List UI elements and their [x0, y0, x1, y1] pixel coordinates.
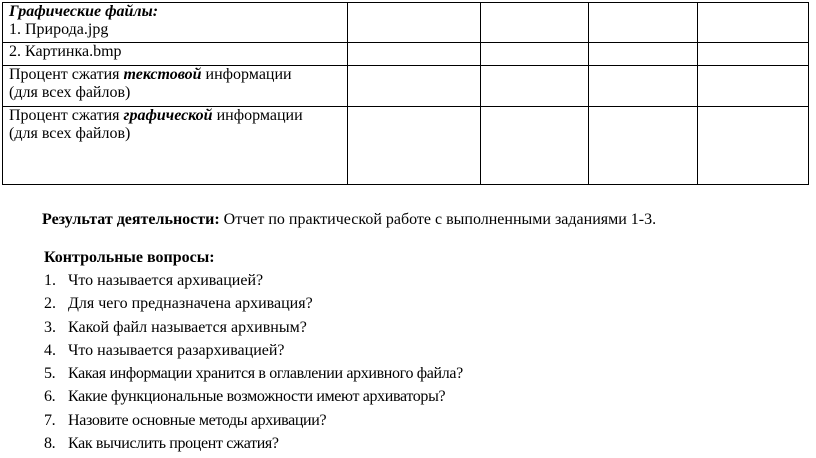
- graphic-compression-label: [9, 107, 347, 125]
- list-item: [44, 319, 463, 342]
- activity-result: [42, 211, 656, 229]
- table-row: [3, 66, 809, 106]
- table-cell-empty[interactable]: [481, 43, 589, 66]
- question-number: 8.: [44, 435, 56, 453]
- table-row: [3, 43, 809, 66]
- question-text: Как вычислить процент сжатия?: [68, 435, 279, 453]
- question-number: 3.: [44, 318, 56, 336]
- table-cell-empty[interactable]: [481, 66, 589, 106]
- table-cell-empty[interactable]: [348, 66, 481, 106]
- question-text: Для чего предназначена архивация?: [68, 295, 313, 313]
- graphic-files-heading: Графические файлы:: [9, 3, 159, 20]
- table-cell-empty[interactable]: [348, 3, 481, 43]
- activity-result-label: Результат деятельности:: [42, 211, 220, 228]
- question-text: Какая информации хранится в оглавлении архивного файла?: [68, 365, 463, 383]
- table-cell-empty[interactable]: [589, 66, 698, 106]
- question-text: Что называется разархивацией?: [68, 341, 285, 359]
- label-suffix: информации: [201, 66, 292, 84]
- table-cell-empty[interactable]: [589, 3, 698, 43]
- table-cell-empty[interactable]: [698, 43, 809, 66]
- label-suffix: информации: [212, 106, 303, 124]
- table-cell-empty[interactable]: [348, 43, 481, 66]
- question-number: 1.: [44, 272, 56, 289]
- table-cell-empty[interactable]: [698, 3, 809, 43]
- label-emphasis: графической: [123, 106, 213, 124]
- questions-list: [44, 272, 463, 458]
- question-number: 4.: [44, 341, 56, 359]
- table-row: [3, 106, 809, 184]
- list-item: [44, 272, 463, 295]
- label-emphasis: текстовой: [123, 66, 202, 84]
- list-item: [44, 342, 463, 365]
- label-prefix: Процент сжатия: [9, 106, 124, 124]
- table-cell-text-compression: [3, 66, 348, 106]
- file-name-1: 1. Природа.jpg: [9, 21, 109, 38]
- table-cell-graphic-files: [3, 3, 348, 43]
- question-number: 7.: [44, 411, 56, 429]
- question-number: 6.: [44, 388, 56, 406]
- table-cell-empty[interactable]: [481, 106, 589, 184]
- list-item: [44, 388, 463, 411]
- list-item: [44, 365, 463, 388]
- question-number: 2.: [44, 295, 56, 313]
- list-item: [44, 412, 463, 435]
- file-name-2: 2. Картинка.bmp: [9, 43, 122, 61]
- table-cell-empty[interactable]: [481, 3, 589, 43]
- question-text: Какой файл называется архивным?: [68, 318, 307, 336]
- questions-title: Контрольные вопросы:: [44, 249, 215, 266]
- table-cell-empty[interactable]: [589, 43, 698, 66]
- label-prefix: Процент сжатия: [9, 66, 124, 84]
- compression-table: [2, 2, 809, 185]
- table-cell-empty[interactable]: [348, 106, 481, 184]
- question-text: Какие функциональные возможности имеют архиваторы?: [68, 388, 446, 406]
- list-item: [44, 295, 463, 318]
- activity-result-text: Отчет по практической работе с выполненными заданиями 1-3.: [219, 211, 657, 228]
- table-cell-empty[interactable]: [698, 66, 809, 106]
- table-cell-file-2: [3, 43, 348, 66]
- table-row: [3, 3, 809, 43]
- table-cell-empty[interactable]: [698, 106, 809, 184]
- question-number: 5.: [44, 365, 56, 383]
- question-text: Назовите основные методы архивации?: [68, 411, 327, 429]
- question-text: Что называется архивацией?: [68, 272, 264, 289]
- text-compression-label: [9, 66, 347, 84]
- table-cell-empty[interactable]: [589, 106, 698, 184]
- table-cell-graphic-compression: [3, 106, 348, 184]
- graphic-compression-note: (для всех файлов): [9, 124, 131, 142]
- text-compression-note: (для всех файлов): [9, 84, 131, 102]
- list-item: [44, 435, 463, 458]
